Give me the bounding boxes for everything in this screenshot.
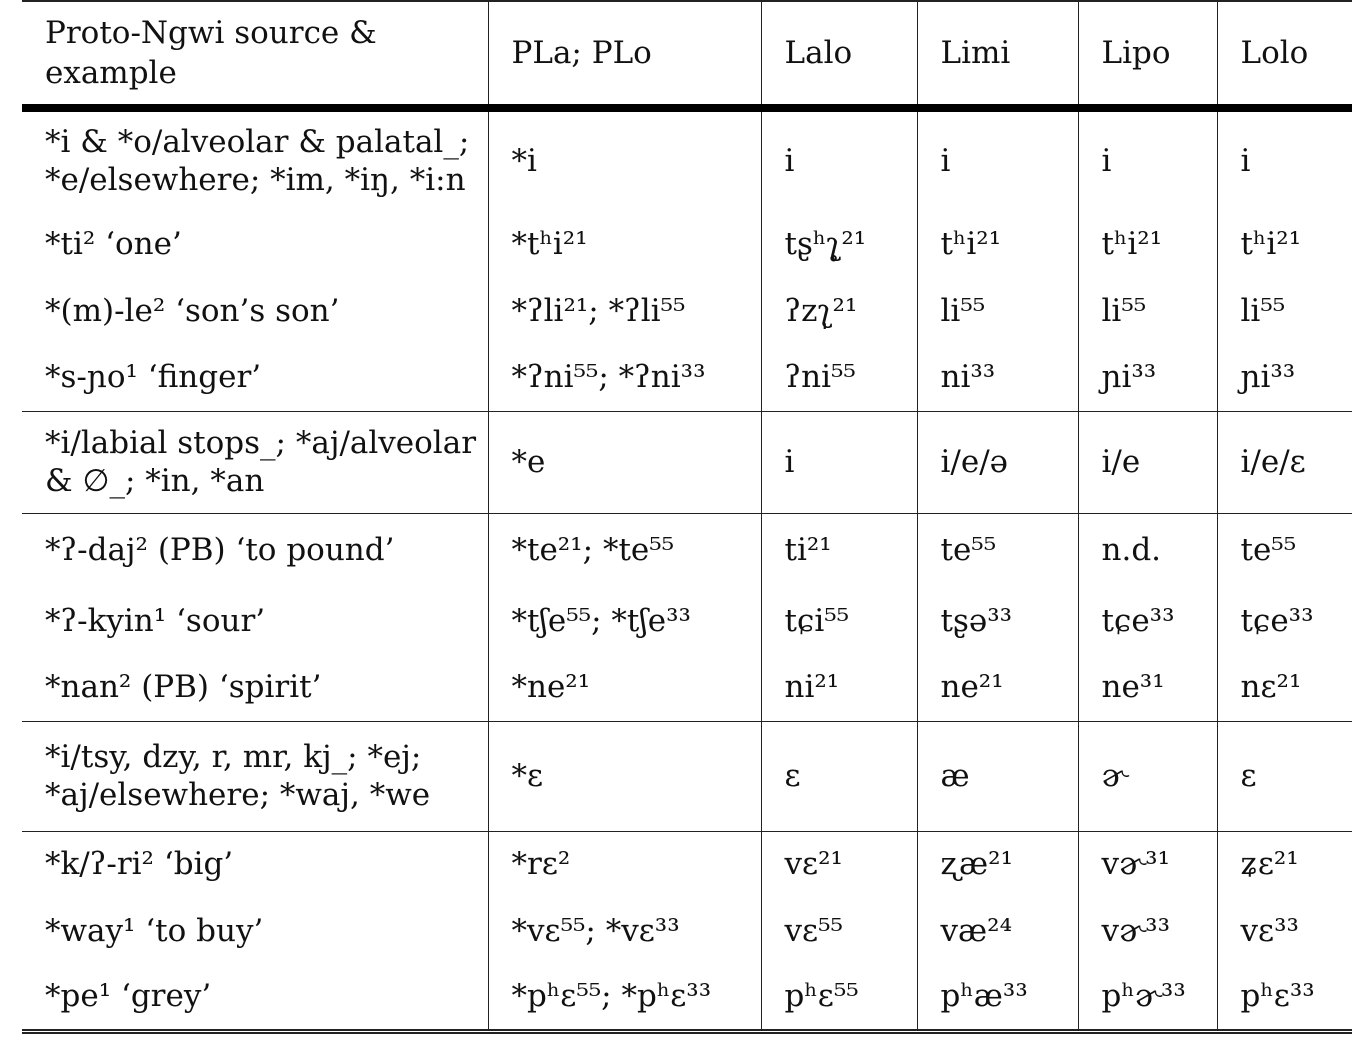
cell: *i xyxy=(488,108,761,210)
cell: vɚ³³ xyxy=(1078,897,1217,964)
cell: ʔni⁵⁵ xyxy=(761,344,917,411)
example-source: *k/ʔ-ri² ‘big’ xyxy=(22,831,488,897)
table-row xyxy=(22,897,1352,964)
col-header-lalo: Lalo xyxy=(761,1,917,108)
cell: i xyxy=(917,108,1078,210)
example-source: *ʔ-kyin¹ ‘sour’ xyxy=(45,602,266,639)
cell: ɲi³³ xyxy=(1078,344,1217,411)
cell: vɚ³¹ xyxy=(1078,831,1217,897)
cell: tʂə³³ xyxy=(917,587,1078,654)
cell: i/e xyxy=(1078,411,1217,513)
cell: i/e/ɛ xyxy=(1217,411,1352,513)
cell: vɛ⁵⁵ xyxy=(761,897,917,964)
sound-correspondence-table xyxy=(22,0,1352,1034)
cell: *te²¹; *te⁵⁵ xyxy=(488,513,761,587)
cell: æ xyxy=(917,721,1078,831)
cell: tʰi²¹ xyxy=(1217,210,1352,277)
cell: *pʰɛ⁵⁵; *pʰɛ³³ xyxy=(488,964,761,1031)
cell: tʰi²¹ xyxy=(917,210,1078,277)
col-header-lolo: Lolo xyxy=(1217,1,1352,108)
cell: pʰɛ⁵⁵ xyxy=(761,964,917,1031)
example-source: *ti² ‘one’ xyxy=(45,225,182,262)
cell: pʰɚ³³ xyxy=(1078,964,1217,1031)
col-header-source: Proto-Ngwi source & example xyxy=(22,1,488,108)
example-source: *pe¹ ‘grey’ xyxy=(22,964,488,1031)
cell: ʔzʅ̩²¹ xyxy=(761,277,917,344)
table-row xyxy=(22,277,1352,344)
cell: ne²¹ xyxy=(917,654,1078,721)
cell: i/e/ə xyxy=(917,411,1078,513)
cell: ni³³ xyxy=(917,344,1078,411)
cell: ɲi³³ xyxy=(1217,344,1352,411)
cell: li⁵⁵ xyxy=(1217,277,1352,344)
cell: li⁵⁵ xyxy=(917,277,1078,344)
table-row xyxy=(22,831,1352,897)
cell: *tʃe⁵⁵; *tʃe³³ xyxy=(488,587,761,654)
cell: ti²¹ xyxy=(761,513,917,587)
cell: *e xyxy=(488,411,761,513)
cell: tɕe³³ xyxy=(1078,587,1217,654)
table-row xyxy=(22,513,1352,587)
cell: i xyxy=(761,108,917,210)
table-row xyxy=(22,964,1352,1031)
cell: *vɛ⁵⁵; *vɛ³³ xyxy=(488,897,761,964)
cell: tʰi²¹ xyxy=(1078,210,1217,277)
cell: ɚ xyxy=(1078,721,1217,831)
table-row xyxy=(22,721,1352,831)
table-row xyxy=(22,587,1352,654)
cell: vɛ³³ xyxy=(1217,897,1352,964)
cell: ʐæ²¹ xyxy=(917,831,1078,897)
cell: *ɛ xyxy=(488,721,761,831)
cell: pʰɛ³³ xyxy=(1217,964,1352,1031)
col-header-limi: Limi xyxy=(917,1,1078,108)
header-row xyxy=(22,1,1352,108)
example-source: *s-ɲo¹ ‘finger’ xyxy=(45,359,262,396)
cell: ni²¹ xyxy=(761,654,917,721)
cell: *ʔni⁵⁵; *ʔni³³ xyxy=(488,344,761,411)
table-row xyxy=(22,210,1352,277)
cell: li⁵⁵ xyxy=(1078,277,1217,344)
cell: te⁵⁵ xyxy=(1217,513,1352,587)
cell: tɕi⁵⁵ xyxy=(761,587,917,654)
cell: pʰæ³³ xyxy=(917,964,1078,1031)
cell: ne³¹ xyxy=(1078,654,1217,721)
cell: *ne²¹ xyxy=(488,654,761,721)
cell: *ʔli²¹; *ʔli⁵⁵ xyxy=(488,277,761,344)
col-header-lipo: Lipo xyxy=(1078,1,1217,108)
cell: tʂʰʅ̥²¹ xyxy=(761,210,917,277)
group-source: *i/tsy, dzy, r, mr, kj_; *ej; *aj/elsewhere; *waj, *we xyxy=(22,721,488,831)
example-source: *way¹ ‘to buy’ xyxy=(45,912,264,949)
cell: i xyxy=(1078,108,1217,210)
cell: nɛ²¹ xyxy=(1217,654,1352,721)
cell: i xyxy=(1217,108,1352,210)
example-source: *(m)-le² ‘son’s son’ xyxy=(45,292,340,329)
cell: tɕe³³ xyxy=(1217,587,1352,654)
table-row xyxy=(22,108,1352,210)
cell: *tʰi²¹ xyxy=(488,210,761,277)
cell: ɛ xyxy=(1217,721,1352,831)
cell: ɛ xyxy=(761,721,917,831)
cell: n.d. xyxy=(1078,513,1217,587)
table-row xyxy=(22,411,1352,513)
col-header-pla-plo: PLa; PLo xyxy=(488,1,761,108)
example-source: *ʔ-daj² (PB) ‘to pound’ xyxy=(22,513,488,587)
cell: te⁵⁵ xyxy=(917,513,1078,587)
cell: væ²⁴ xyxy=(917,897,1078,964)
cell: *rɛ² xyxy=(488,831,761,897)
cell: ʑɛ²¹ xyxy=(1217,831,1352,897)
table-row xyxy=(22,344,1352,411)
table-row xyxy=(22,654,1352,721)
cell: vɛ²¹ xyxy=(761,831,917,897)
group-source: *i & *o/alveolar & palatal_; *e/elsewhere; *im, *iŋ, *i:n xyxy=(45,124,470,198)
group-source: *i/labial stops_; *aj/alveolar & ∅_; *in, *an xyxy=(22,411,488,513)
cell: i xyxy=(761,411,917,513)
example-source: *nan² (PB) ‘spirit’ xyxy=(45,669,322,706)
